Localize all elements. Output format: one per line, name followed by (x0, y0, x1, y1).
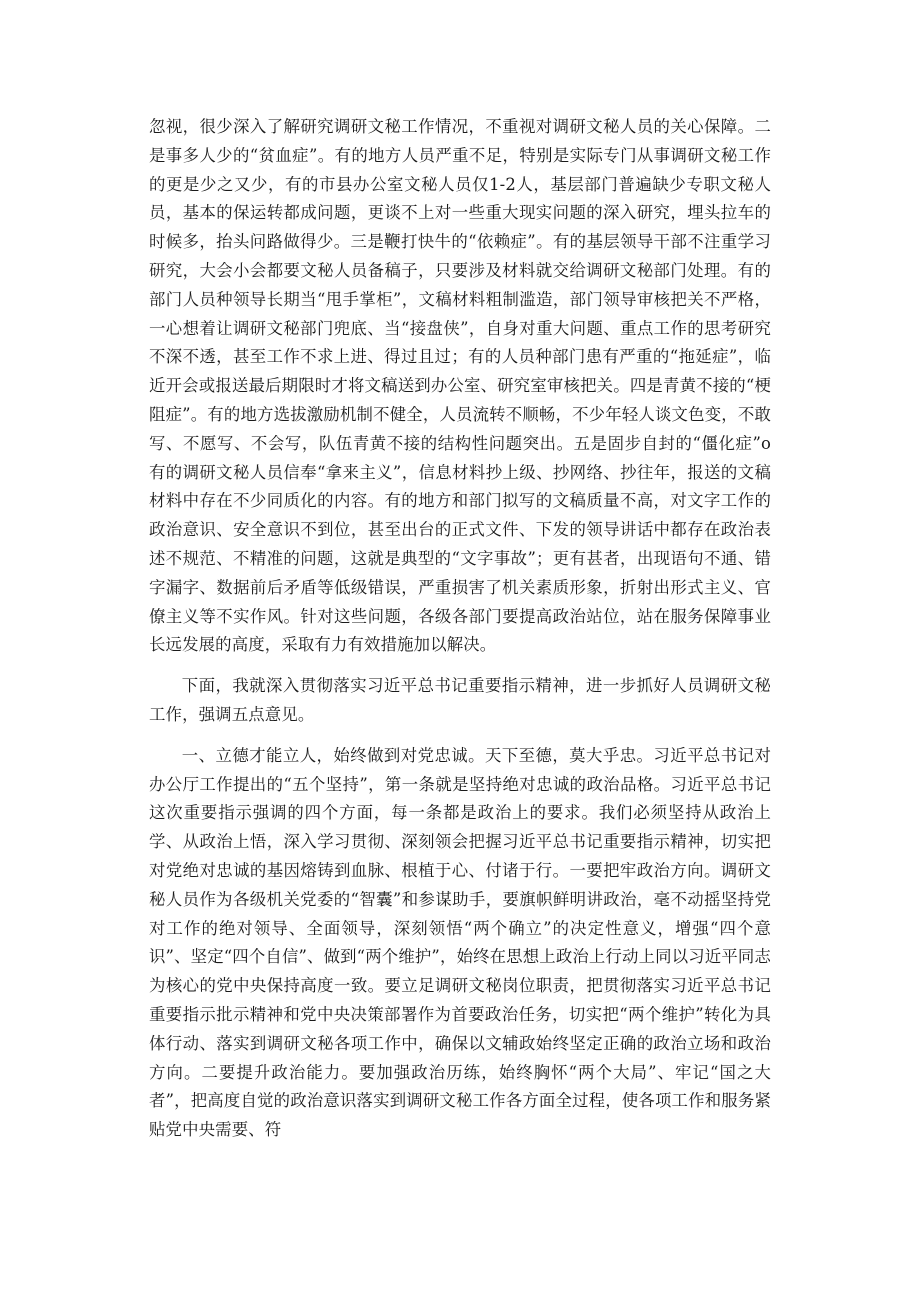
paragraph-gap (149, 730, 771, 742)
paragraph-section-one: 一、立德才能立人，始终做到对党忠诚。天下至德，莫大乎忠。习近平总书记对办公厅工作提出的“五个坚持”，第一条就是坚持绝对忠诚的政治品格。习近平总书记这次重要指示强调的四个方面，每一条都是政治上的要求。我们必须坚持从政治上学、从政治上悟，深入学习贯彻、深刻领会把握习近平总书记重要指示精神，切实把对党绝对忠诚的基因熔铸到血脉、根植于心、付诸于行。一要把牢政治方向。调研文秘人员作为各级机关党委的“智囊”和参谋助手，要旗帜鲜明讲政治，毫不动摇坚持党对工作的绝对领导、全面领导，深刻领悟“两个确立”的决定性意义，增强“四个意识”、坚定“四个自信”、做到“两个维护”，始终在思想上政治上行动上同以习近平同志为核心的党中央保持高度一致。要立足调研文秘岗位职责，把贯彻落实习近平总书记重要指示批示精神和党中央决策部署作为首要政治任务，切实把“两个维护”转化为具体行动、落实到调研文秘各项工作中，确保以文辅政始终坚定正确的政治立场和政治方向。二要提升政治能力。要加强政治历练，始终胸怀“两个大局”、牢记“国之大者”，把高度自觉的政治意识落实到调研文秘工作各方面全过程，使各项工作和服务紧贴党中央需要、符 (149, 745, 771, 1140)
document-body (149, 113, 771, 1145)
paragraph-problems: 忽视，很少深入了解研究调研文秘工作情况，不重视对调研文秘人员的关心保障。二是事多人少的“贫血症”。有的地方人员严重不足，特别是实际专门从事调研文秘工作的更是少之又少，有的市县办公室文秘人员仅1-2人，基层部门普遍缺少专职文秘人员，基本的保运转都成问题，更谈不上对一些重大现实问题的深入研究，埋头拉车的时候多，抬头问路做得少。三是鞭打快牛的“依赖症”。有的基层领导干部不注重学习研究，大会小会都要文秘人员备稿子，只要涉及材料就交给调研文秘部门处理。有的部门人员种领导长期当“甩手掌柜”，文稿材料粗制滥造，部门领导审核把关不严格，一心想着让调研文秘部门兜底、当“接盘侠”，自身对重大问题、重点工作的思考研究不深不透，甚至工作不求上进、得过且过；有的人员种部门患有严重的“拖延症”，临近开会或报送最后期限时才将文稿送到办公室、研究室审核把关。四是青黄不接的“梗阻症”。有的地方选拔激励机制不健全，人员流转不顺畅，不少年轻人谈文色变，不敢写、不愿写、不会写，队伍青黄不接的结构性问题突出。五是固步自封的“僵化症”o有的调研文秘人员信奉“拿来主义”，信息材料抄上级、抄网络、抄往年，报送的文稿材料中存在不少同质化的内容。有的地方和部门拟写的文稿质量不高，对文字工作的政治意识、安全意识不到位，甚至出台的正式文件、下发的领导讲话中都存在政治表述不规范、不精准的问题，这就是典型的“文字事故”；更有甚者，出现语句不通、错字漏字、数据前后矛盾等低级错误，严重损害了机关素质形象，折射出形式主义、官僚主义等不实作风。针对这些问题，各级各部门要提高政治站位，站在服务保障事业长远发展的高度，采取有力有效措施加以解决。 (149, 117, 771, 655)
paragraph-gap (149, 660, 771, 672)
paragraph-intro: 下面，我就深入贯彻落实习近平总书记重要指示精神，进一步抓好人员调研文秘工作，强调五点意见。 (149, 676, 771, 724)
